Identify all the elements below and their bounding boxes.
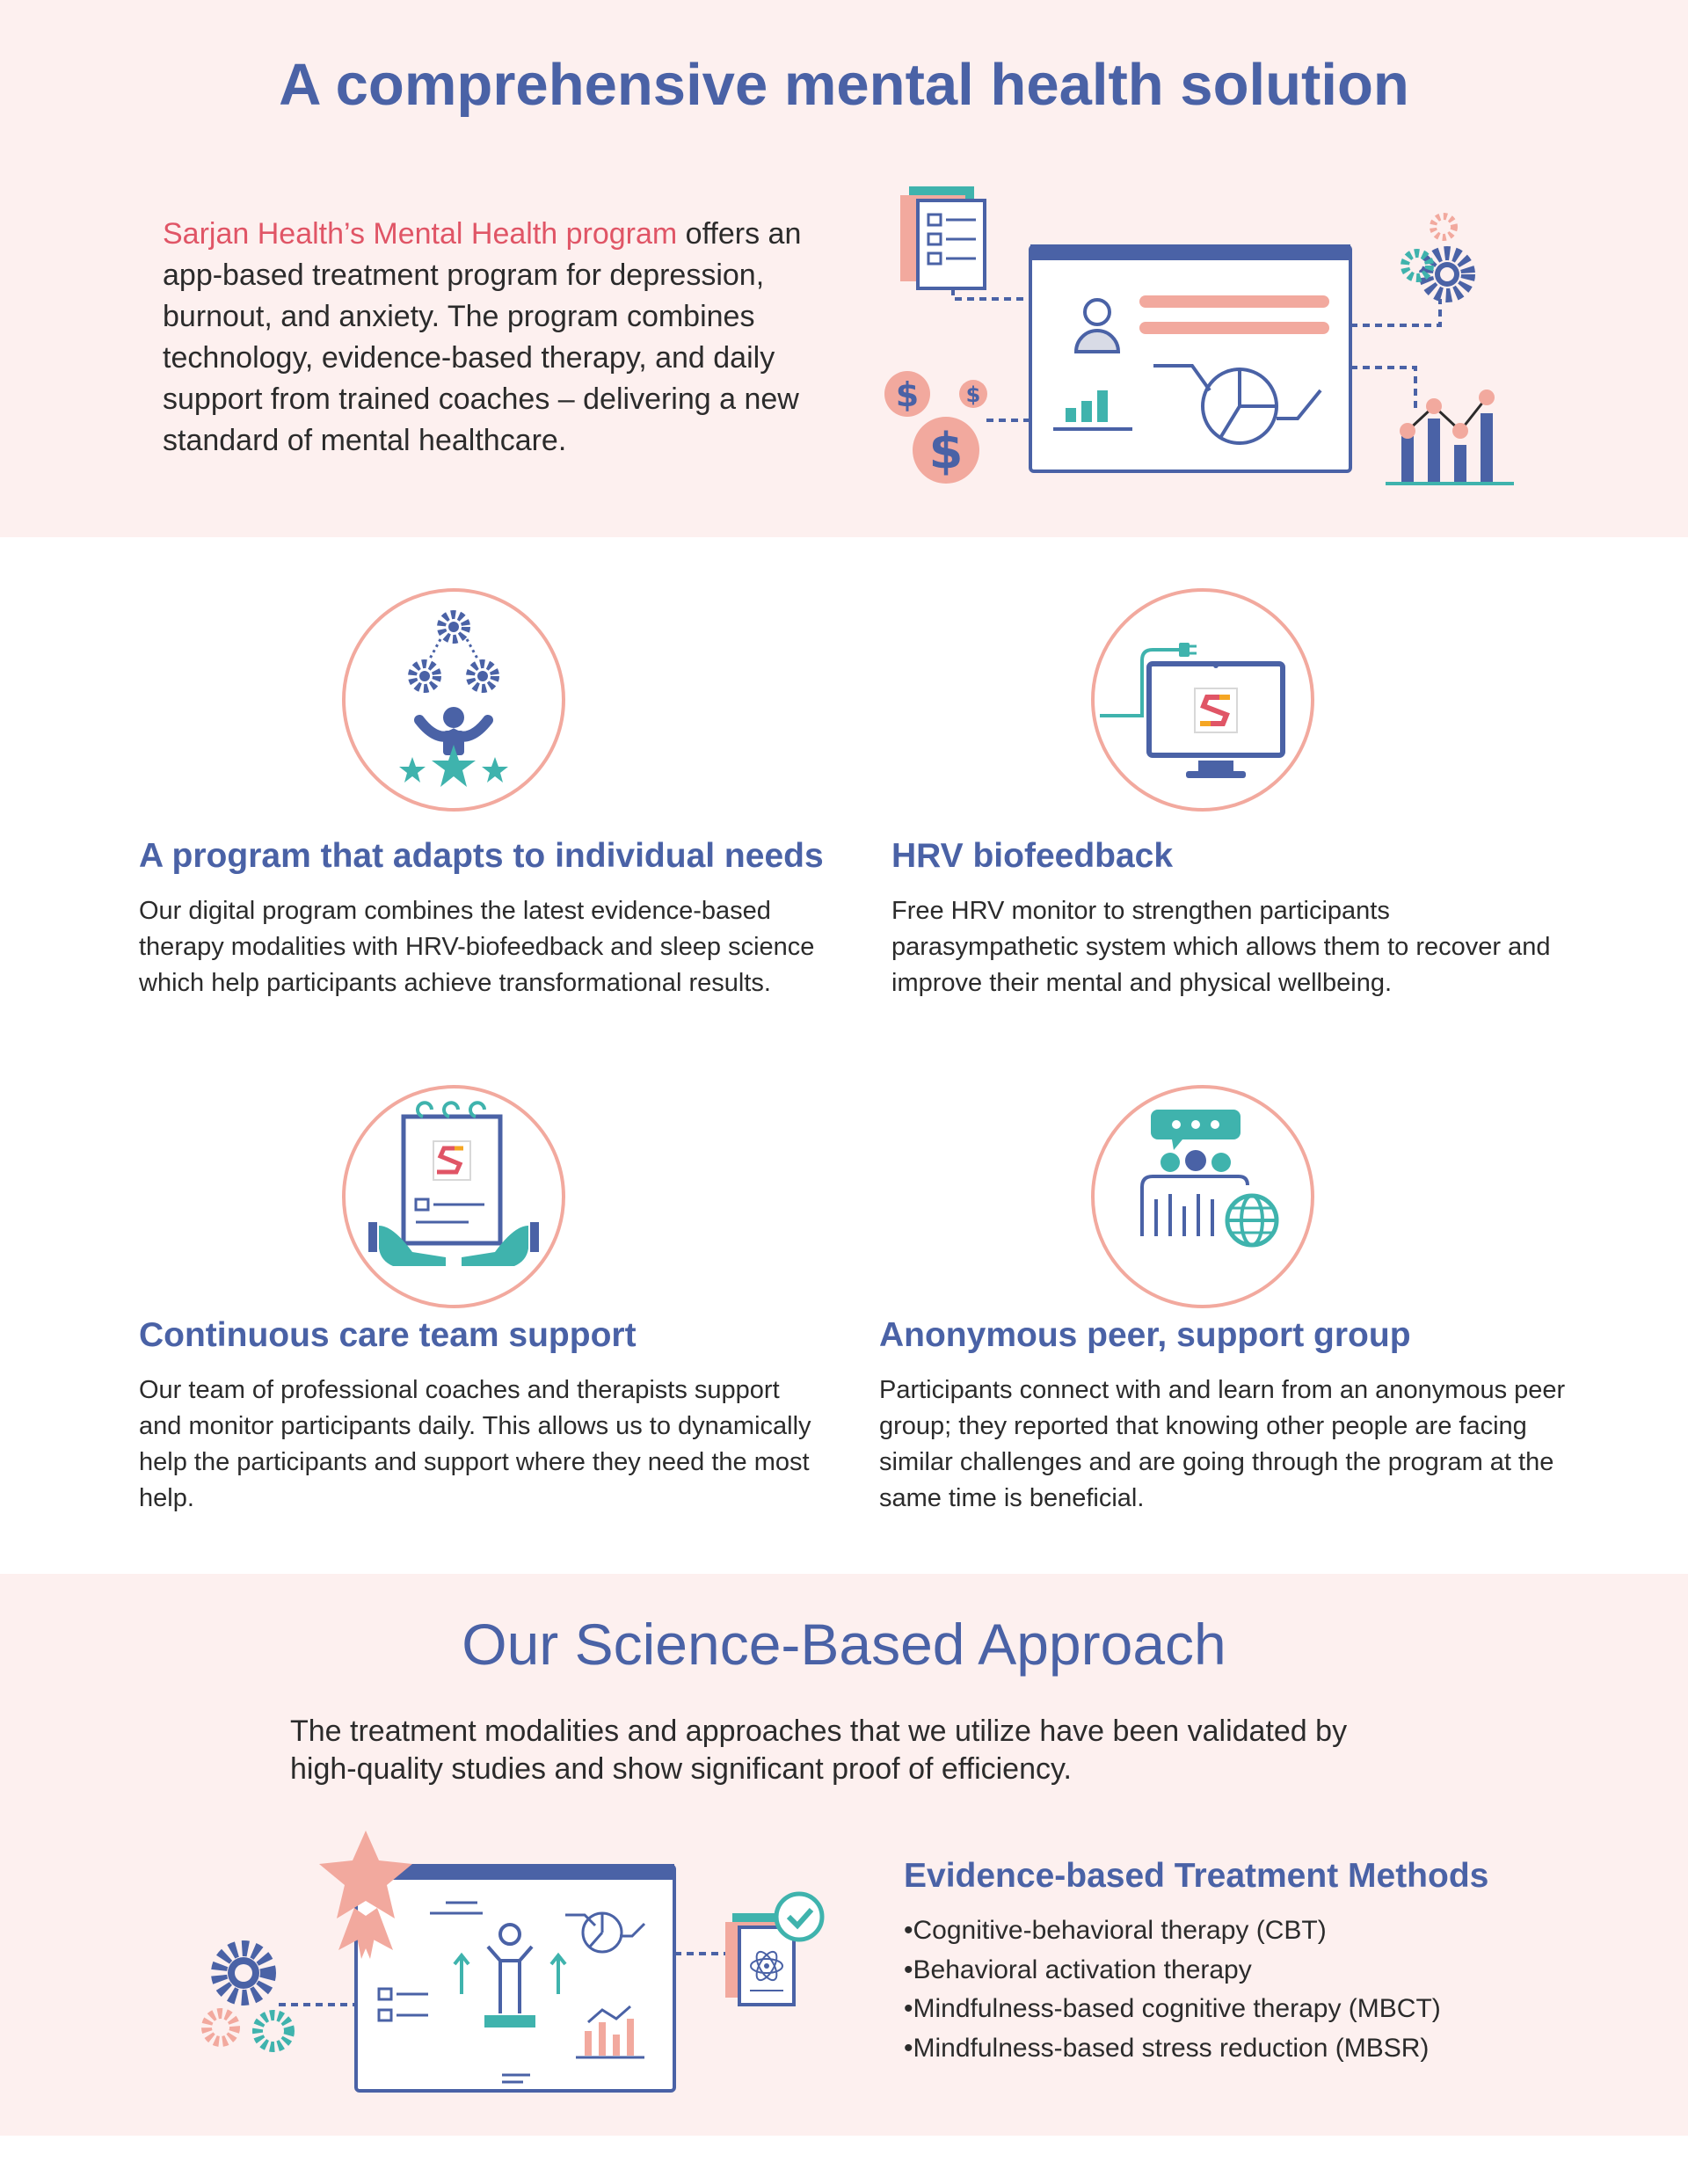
feature-text-peer-group: Participants connect with and learn from an anonymous peer group; they reported that knowing other people are facing similar challenges and are going through the program at the same time is beneficial.: [879, 1376, 1566, 1512]
dashboard-illustration-icon: [879, 176, 1530, 510]
feature-title-adaptive: A program that adapts to individual needs: [139, 837, 824, 875]
intro-paragraph: [163, 214, 831, 462]
list-item: • Behavioral activation therapy: [904, 1951, 1441, 1991]
peer-group-icon: [1091, 1085, 1314, 1308]
intro-highlight: Sarjan Health’s Mental Health program: [163, 217, 678, 251]
gears-icon: [1405, 216, 1468, 295]
gears-icon: [207, 1948, 289, 2047]
dollar-coins-icon: [884, 371, 987, 484]
feature-text-care-team: Our team of professional coaches and therapists support and monitor participants daily. This allows us to dynamically help the participants and support where they need the most help.: [139, 1376, 811, 1512]
feature-text-hrv: Free HRV monitor to strengthen participants parasympathetic system which allows them to recover and improve their mental and physical wellbeing.: [891, 897, 1551, 997]
adaptive-program-icon: [342, 588, 565, 812]
feature-title-hrv: HRV biofeedback: [891, 837, 1174, 875]
svg-text:$: $: [928, 423, 964, 480]
svg-text:$: $: [895, 375, 920, 414]
feature-text-adaptive: Our digital program combines the latest evidence-based therapy modalities with HRV-biofeedback and sleep science which help participants achieve transformational results.: [139, 897, 815, 997]
feature-title-care-team: Continuous care team support: [139, 1316, 637, 1354]
research-document-icon: [725, 1894, 822, 2005]
science-illustration-icon: [198, 1827, 848, 2108]
science-text: The treatment modalities and approaches that we utilize have been validated by high-quality studies and show significant proof of efficiency.: [290, 1714, 1348, 1786]
sarjan-logo-icon: [1195, 688, 1237, 732]
care-team-icon: [342, 1085, 565, 1308]
page-title: A comprehensive mental health solution: [279, 52, 1409, 118]
list-item: • Mindfulness-based stress reduction (MBSR): [904, 2029, 1441, 2069]
list-item: • Cognitive-behavioral therapy (CBT): [904, 1911, 1441, 1951]
list-item: • Mindfulness-based cognitive therapy (MBCT): [904, 1990, 1441, 2029]
methods-title: Evidence-based Treatment Methods: [904, 1857, 1489, 1895]
intro-text: offers an app-based treatment program for depression, burnout, and anxiety. The program combines technology, evidence-based therapy, and daily support from trained coaches – delivering a new standard of mental healthcare.: [163, 217, 802, 457]
methods-list: [904, 1911, 1441, 2068]
sarjan-logo-icon: [433, 1141, 470, 1180]
svg-text:$: $: [965, 382, 981, 407]
hrv-monitor-icon: [1091, 588, 1314, 812]
science-title: Our Science-Based Approach: [462, 1612, 1226, 1677]
feature-title-peer-group: Anonymous peer, support group: [879, 1316, 1411, 1354]
bar-chart-icon: [1386, 389, 1514, 484]
checklist-document-icon: [900, 186, 985, 288]
